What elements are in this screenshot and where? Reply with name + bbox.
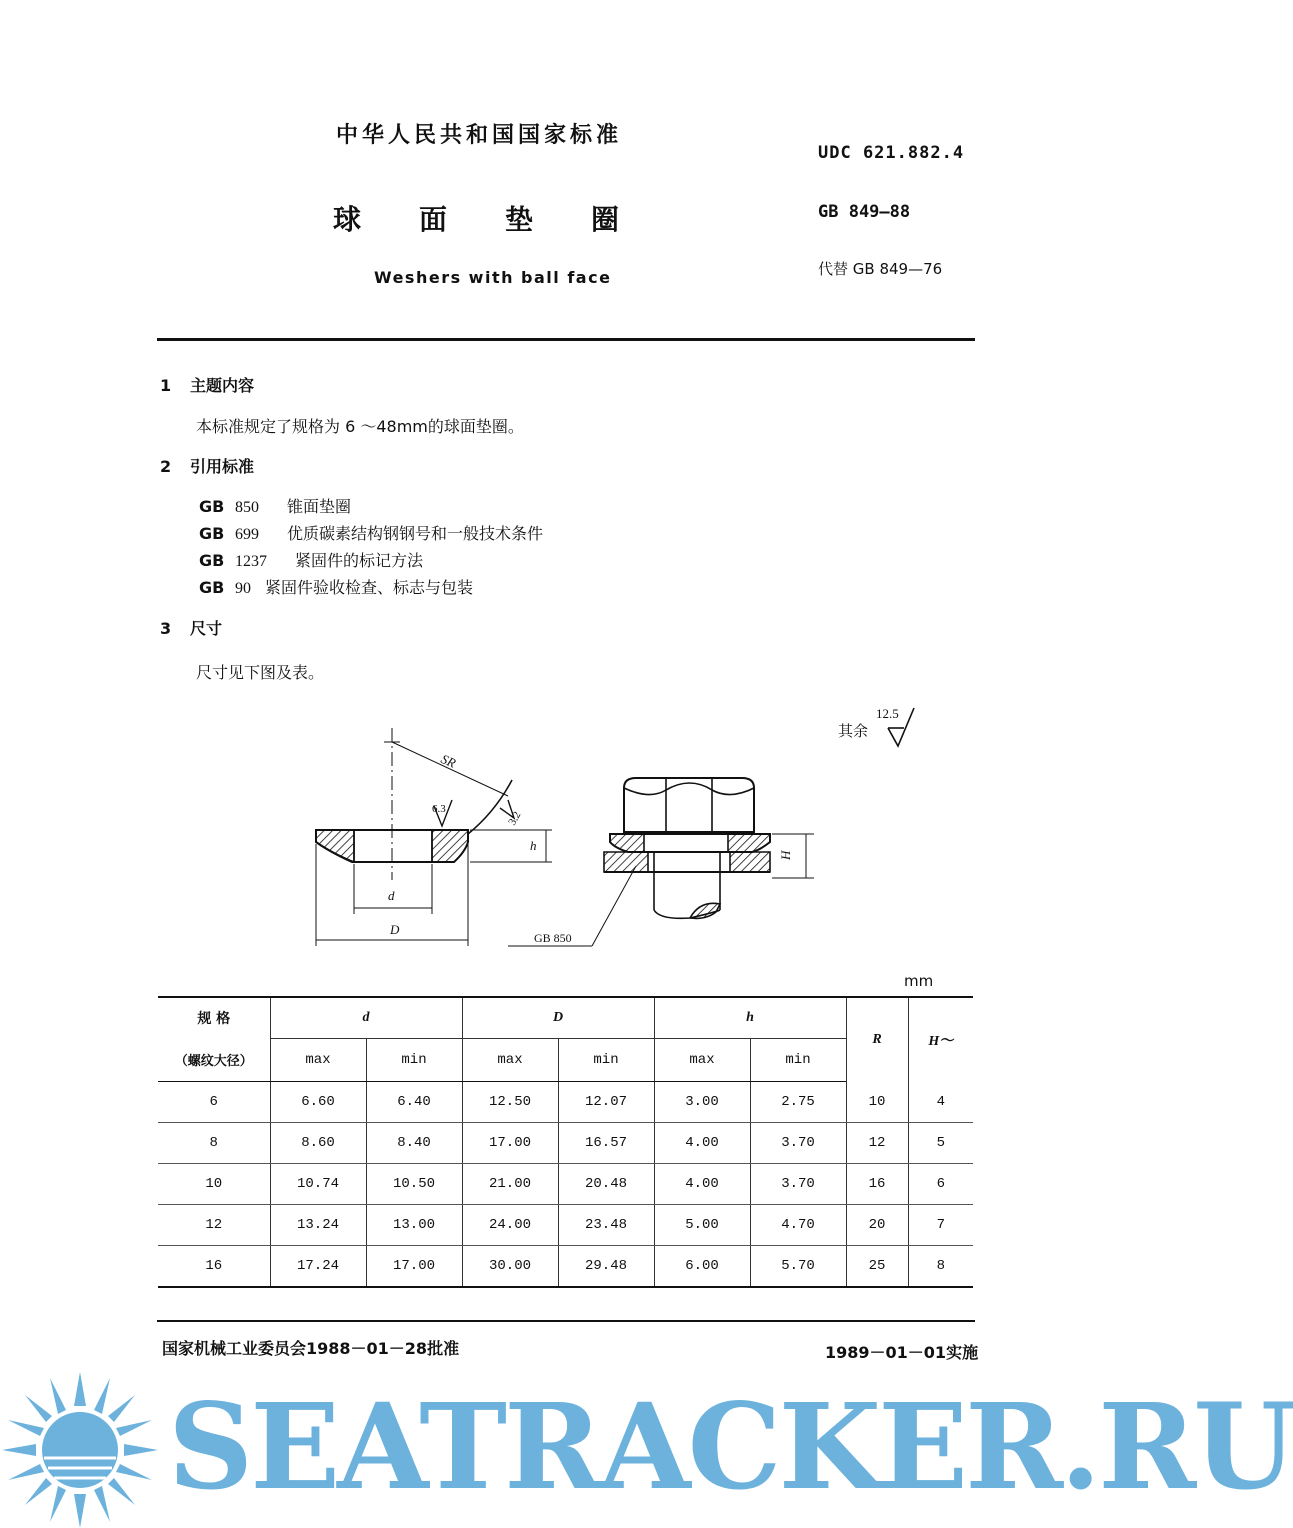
watermark-text: SEATRACKER.RU [168, 1377, 1293, 1516]
ref-title: 紧固件验收检查、标志与包装 [265, 578, 474, 597]
section-1-heading [160, 373, 254, 396]
standard-number: GB 849—88 [818, 202, 911, 222]
section-1-title: 主题内容 [190, 376, 255, 395]
section-1-number: 1 [160, 376, 172, 395]
table-cell: 10 [846, 1082, 908, 1123]
footer-rule [157, 1320, 975, 1322]
section-3-number: 3 [160, 619, 172, 638]
national-standard-heading: 中华人民共和国国家标准 [336, 123, 623, 148]
table-cell: 20.48 [558, 1164, 654, 1205]
table-row [158, 1164, 973, 1205]
table-cell: 5 [908, 1123, 973, 1164]
table-cell: 6 [908, 1164, 973, 1205]
table-cell: 4.00 [654, 1123, 750, 1164]
table-cell: 4 [908, 1082, 973, 1123]
table-cell: 25 [846, 1246, 908, 1288]
ref-gb: GB [199, 578, 225, 597]
ref-gb: GB [199, 497, 225, 516]
table-cell: 24.00 [462, 1205, 558, 1246]
table-cell: 8 [908, 1246, 973, 1288]
spec-subheader: （螺纹大径） [158, 1039, 270, 1082]
spherical-washer-section [316, 728, 552, 946]
washer-drawing [290, 690, 940, 960]
table-cell: 2.75 [750, 1082, 846, 1123]
table-cell: 8.40 [366, 1123, 462, 1164]
document-title: 球面垫圈 [333, 203, 678, 236]
udc-code: UDC 621.882.4 [818, 143, 965, 163]
reference-item [199, 575, 473, 598]
col-H-header: H～ [908, 997, 973, 1082]
max-header: max [654, 1039, 750, 1082]
table-cell: 10.50 [366, 1164, 462, 1205]
table-cell: 6.00 [654, 1246, 750, 1288]
table-cell: 12.50 [462, 1082, 558, 1123]
table-cell: 12 [158, 1205, 270, 1246]
roughness-label: 3.2 [506, 809, 524, 828]
table-row [158, 1082, 973, 1123]
table-cell: 16.57 [558, 1123, 654, 1164]
roughness-rest-label: 其余 [838, 722, 869, 740]
section-2-title: 引用标准 [190, 457, 255, 476]
section-1-text: 本标准规定了规格为 6 ～48mm的球面垫圈。 [196, 417, 524, 436]
ref-gb: GB [199, 524, 225, 543]
col-h-header: h [654, 997, 846, 1039]
table-cell: 12.07 [558, 1082, 654, 1123]
table-cell: 10 [158, 1164, 270, 1205]
table-cell: 29.48 [558, 1246, 654, 1288]
D-label: D [390, 922, 400, 937]
spec-header: 规 格 [158, 997, 270, 1039]
table-cell: 3.70 [750, 1123, 846, 1164]
col-D-header: D [462, 997, 654, 1039]
table-row [158, 1246, 973, 1288]
col-d-header: d [270, 997, 462, 1039]
min-header: min [366, 1039, 462, 1082]
bolt-assembly-section [508, 708, 914, 946]
section-2-heading [160, 454, 254, 477]
table-cell: 8 [158, 1123, 270, 1164]
ref-number: 1237 [235, 553, 267, 570]
replaces-standard: 代替 GB 849—76 [818, 260, 943, 278]
table-cell: 12 [846, 1123, 908, 1164]
max-header: max [462, 1039, 558, 1082]
reference-item [199, 521, 543, 544]
sr-label: SR [438, 751, 459, 771]
table-cell: 20 [846, 1205, 908, 1246]
table-cell: 3.70 [750, 1164, 846, 1205]
table-cell: 6.40 [366, 1082, 462, 1123]
min-header: min [750, 1039, 846, 1082]
approval-date: 国家机械工业委员会1988－01－28批准 [162, 1339, 460, 1358]
table-cell: 17.24 [270, 1246, 366, 1288]
reference-item [199, 548, 423, 571]
dimensions-table [158, 996, 973, 1288]
table-cell: 17.00 [462, 1123, 558, 1164]
table-cell: 3.00 [654, 1082, 750, 1123]
ref-title: 优质碳素结构钢钢号和一般技术条件 [287, 524, 544, 543]
ref-gb: GB [199, 551, 225, 570]
col-R-header: R [846, 997, 908, 1082]
section-2-number: 2 [160, 457, 172, 476]
table-cell: 10.74 [270, 1164, 366, 1205]
ref-number: 850 [235, 499, 259, 516]
document-title-en: Weshers with ball face [374, 268, 612, 287]
table-cell: 4.00 [654, 1164, 750, 1205]
table-cell: 7 [908, 1205, 973, 1246]
table-cell: 5.70 [750, 1246, 846, 1288]
section-3-heading [160, 616, 222, 639]
table-cell: 8.60 [270, 1123, 366, 1164]
ref-title: 锥面垫圈 [287, 497, 352, 516]
table-row [158, 1205, 973, 1246]
table-cell: 30.00 [462, 1246, 558, 1288]
roughness-label: 6.3 [432, 803, 446, 815]
table-cell: 16 [158, 1246, 270, 1288]
ref-number: 699 [235, 526, 259, 543]
table-cell: 13.24 [270, 1205, 366, 1246]
section-3-title: 尺寸 [190, 619, 223, 638]
H-label: H [778, 850, 793, 860]
table-row [158, 1123, 973, 1164]
table-cell: 17.00 [366, 1246, 462, 1288]
table-cell: 5.00 [654, 1205, 750, 1246]
ref-number: 90 [235, 580, 251, 597]
sun-logo-icon [0, 1370, 170, 1528]
min-header: min [558, 1039, 654, 1082]
effective-date: 1989－01－01实施 [825, 1343, 979, 1362]
max-header: max [270, 1039, 366, 1082]
table-cell: 6 [158, 1082, 270, 1123]
table-cell: 6.60 [270, 1082, 366, 1123]
h-label: h [530, 838, 537, 853]
section-3-text: 尺寸见下图及表。 [196, 663, 325, 682]
table-cell: 21.00 [462, 1164, 558, 1205]
reference-item [199, 494, 351, 517]
unit-label: mm [904, 972, 934, 990]
roughness-rest-value: 12.5 [876, 706, 899, 721]
table-cell: 23.48 [558, 1205, 654, 1246]
table-cell: 13.00 [366, 1205, 462, 1246]
gb850-label: GB 850 [534, 931, 572, 945]
header-rule [157, 338, 975, 341]
table-cell: 16 [846, 1164, 908, 1205]
d-label: d [388, 888, 395, 903]
ref-title: 紧固件的标记方法 [295, 551, 424, 570]
table-cell: 4.70 [750, 1205, 846, 1246]
